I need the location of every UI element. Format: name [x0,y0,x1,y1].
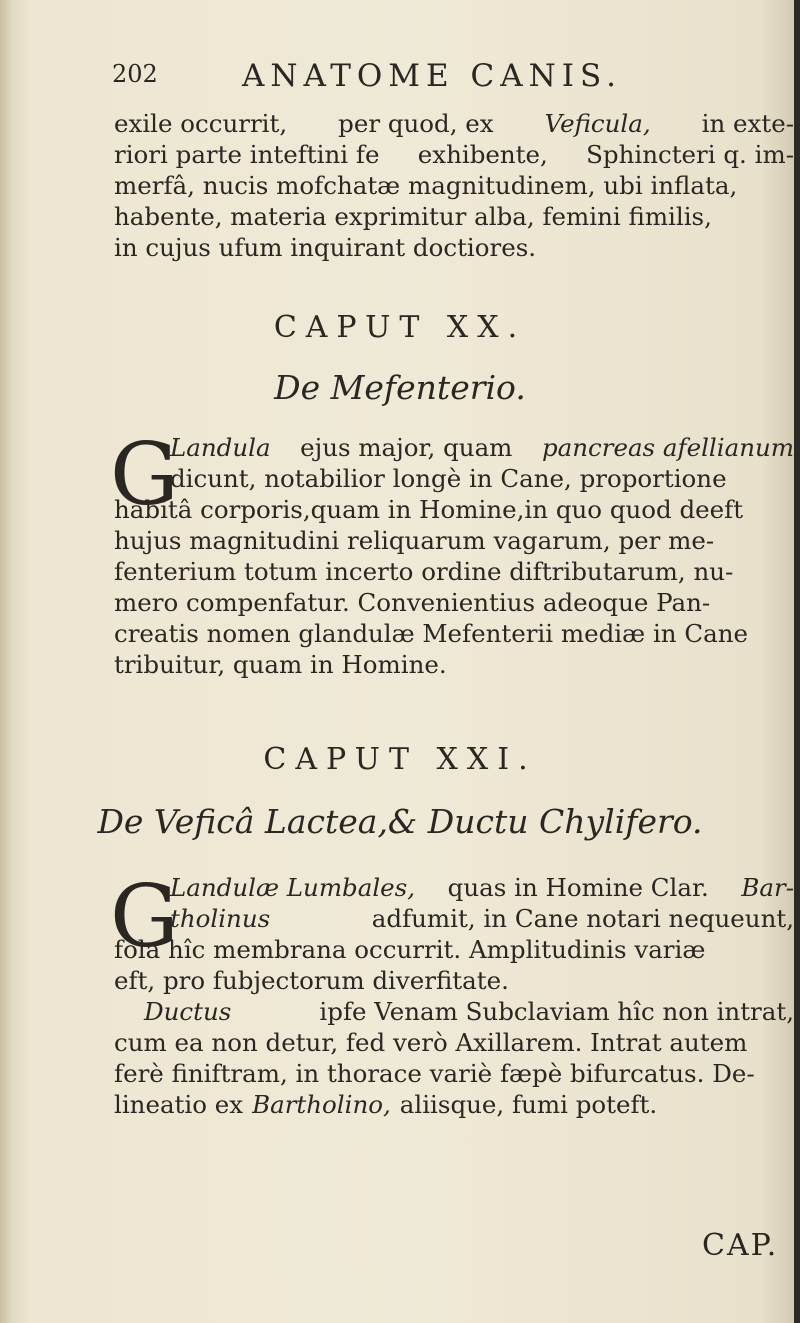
text-line: habente, materia exprimitur alba, femini fimilis, [114,202,712,231]
page-edge [794,0,800,1323]
text-line: merfâ, nucis mofchatæ magnitudinem, ubi inflata, [114,171,738,200]
text-line: cum ea non detur, fed verò Axillarem. Intrat autem [114,1028,748,1057]
text-line: in cujus ufum inquirant doctiores. [114,233,537,262]
text-line: riori parte inteftini fe exhibente, Sphincteri q. im- [114,140,794,169]
text-line: fenterium totum incerto ordine diftributarum, nu- [114,557,734,586]
intro-paragraph [114,108,794,263]
page-gutter [0,0,14,1323]
text-line: eft, pro fubjectorum diverfitate. [114,966,509,995]
chapter-subtitle: De Veficâ Lactea,& Ductu Chylifero. [97,802,703,841]
chapter-paragraph [114,432,794,680]
drop-capital: G [110,425,179,525]
running-title: ANATOME CANIS. [242,58,622,94]
chapter-subtitle: De Mefenterio. [274,368,526,407]
text-line: exile occurrit, per quod, ex Veficula, in exte- [114,109,794,138]
text-line: mero compenfatur. Convenientius adeoque Pan- [114,588,711,617]
text-line: hujus magnitudini reliquarum vagarum, per me- [114,526,715,555]
chapter-title: CAPUT XXI. [263,742,537,777]
text-line: lineatio ex Bartholino, aliisque, fumi poteft. [114,1090,658,1119]
chapter-paragraph [114,872,794,1120]
text-line: Landula ejus major, quam pancreas afellianum [170,433,794,462]
text-line: creatis nomen glandulæ Mefenterii mediæ in Cane [114,619,748,648]
running-header [112,58,712,98]
drop-capital: G [110,867,179,967]
page-number: 202 [112,60,158,88]
chapter-title: CAPUT XX. [273,310,527,345]
text-line: habitâ corporis,quam in Homine,in quo quod deeft [114,495,744,524]
catchword: CAP. [702,1228,779,1263]
text-line: dicunt, notabilior longè in Cane, proportione [170,464,727,493]
text-line: tholinus adfumit, in Cane notari nequeunt, [170,904,794,933]
text-line: Ductus ipfe Venam Subclaviam hîc non intrat, [144,997,794,1026]
text-line: Landulæ Lumbales, quas in Homine Clar. Bar- [170,873,794,902]
text-line: tribuitur, quam in Homine. [114,650,447,679]
text-line: ferè finiftram, in thorace variè fæpè bifurcatus. De- [114,1059,755,1088]
text-line: fola hîc membrana occurrit. Amplitudinis variæ [114,935,706,964]
